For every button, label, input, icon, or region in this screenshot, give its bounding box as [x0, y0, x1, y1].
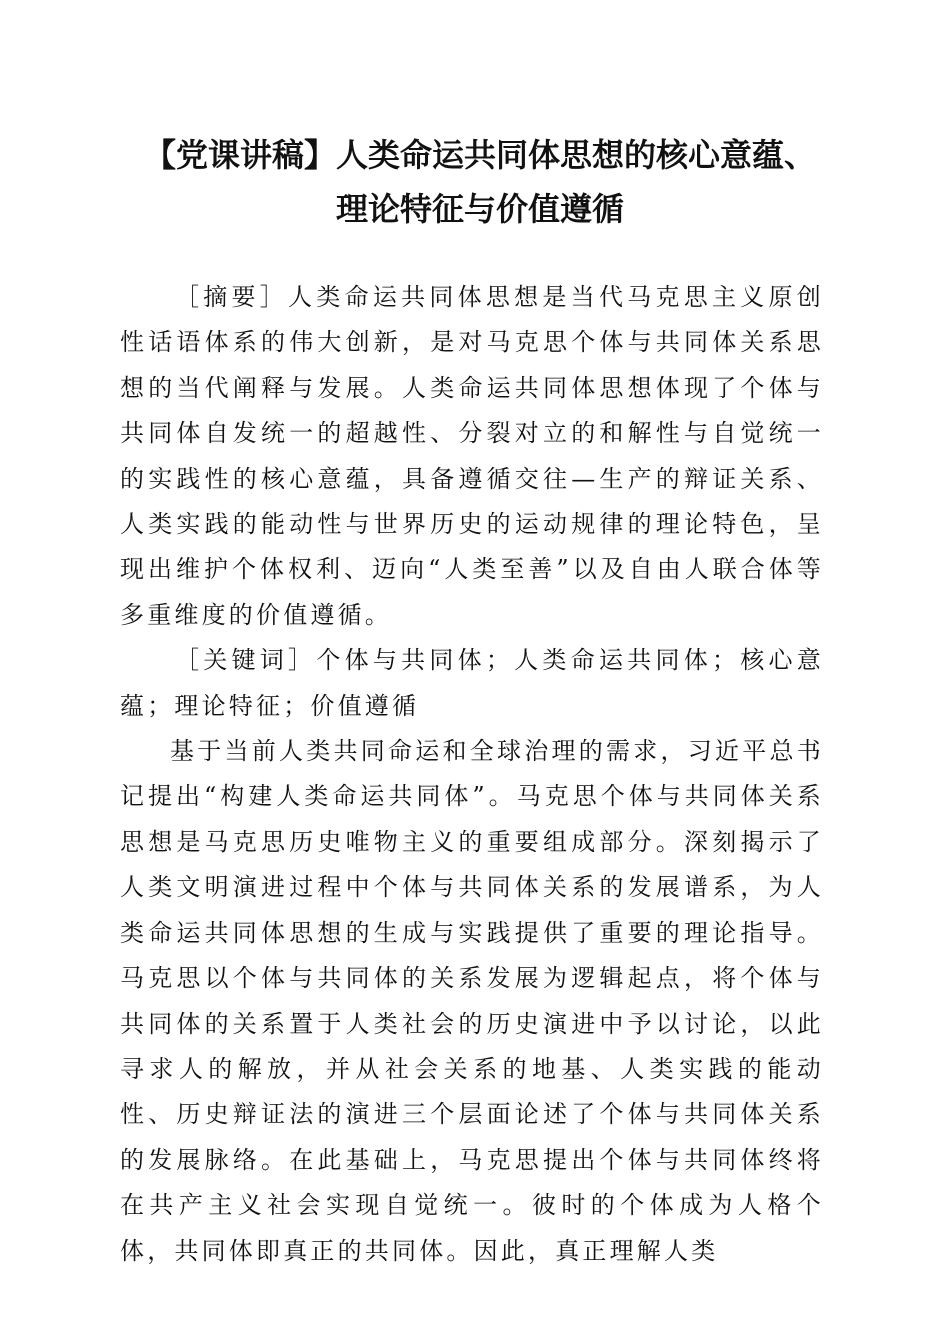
title-line-1: 【党课讲稿】人类命运共同体思想的核心意蕴、 — [143, 136, 816, 174]
document-title — [100, 128, 860, 236]
keywords-paragraph: ［关键词］个体与共同体；人类命运共同体；核心意蕴；理论特征；价值遵循 — [120, 646, 824, 720]
body-paragraph: 基于当前人类共同命运和全球治理的需求，习近平总书记提出“构建人类命运共同体”。马克思个体与共同体关系思想是马克思历史唯物主义的重要组成部分。深刻揭示了人类文明演进过程中个体与共同体关系的发展谱系，为人类命运共同体思想的生成与实践提供了重要的理论指导。马克思以个体与共同体的关系发展为逻辑起点，将个体与共同体的关系置于人类社会的历史演进中予以讨论，以此寻求人的解放，并从社会关系的地基、人类实践的能动性、历史辩证法的演进三个层面论述了个体与共同体关系的发展脉络。在此基础上，马克思提出个体与共同体终将在共产主义社会实现自觉统一。彼时的个体成为人格个体，共同体即真正的共同体。因此，真正理解人类 — [120, 737, 824, 1265]
abstract-paragraph: ［摘要］人类命运共同体思想是当代马克思主义原创性话语体系的伟大创新，是对马克思个体与共同体关系思想的当代阐释与发展。人类命运共同体思想体现了个体与共同体自发统一的超越性、分裂对立的和解性与自觉统一的实践性的核心意蕴，具备遵循交往—生产的辩证关系、人类实践的能动性与世界历史的运动规律的理论特色，呈现出维护个体权利、迈向“人类至善”以及自由人联合体等多重维度的价值遵循。 — [120, 283, 824, 629]
document-body — [120, 275, 824, 1274]
title-line-2: 理论特征与价值遵循 — [335, 190, 624, 228]
